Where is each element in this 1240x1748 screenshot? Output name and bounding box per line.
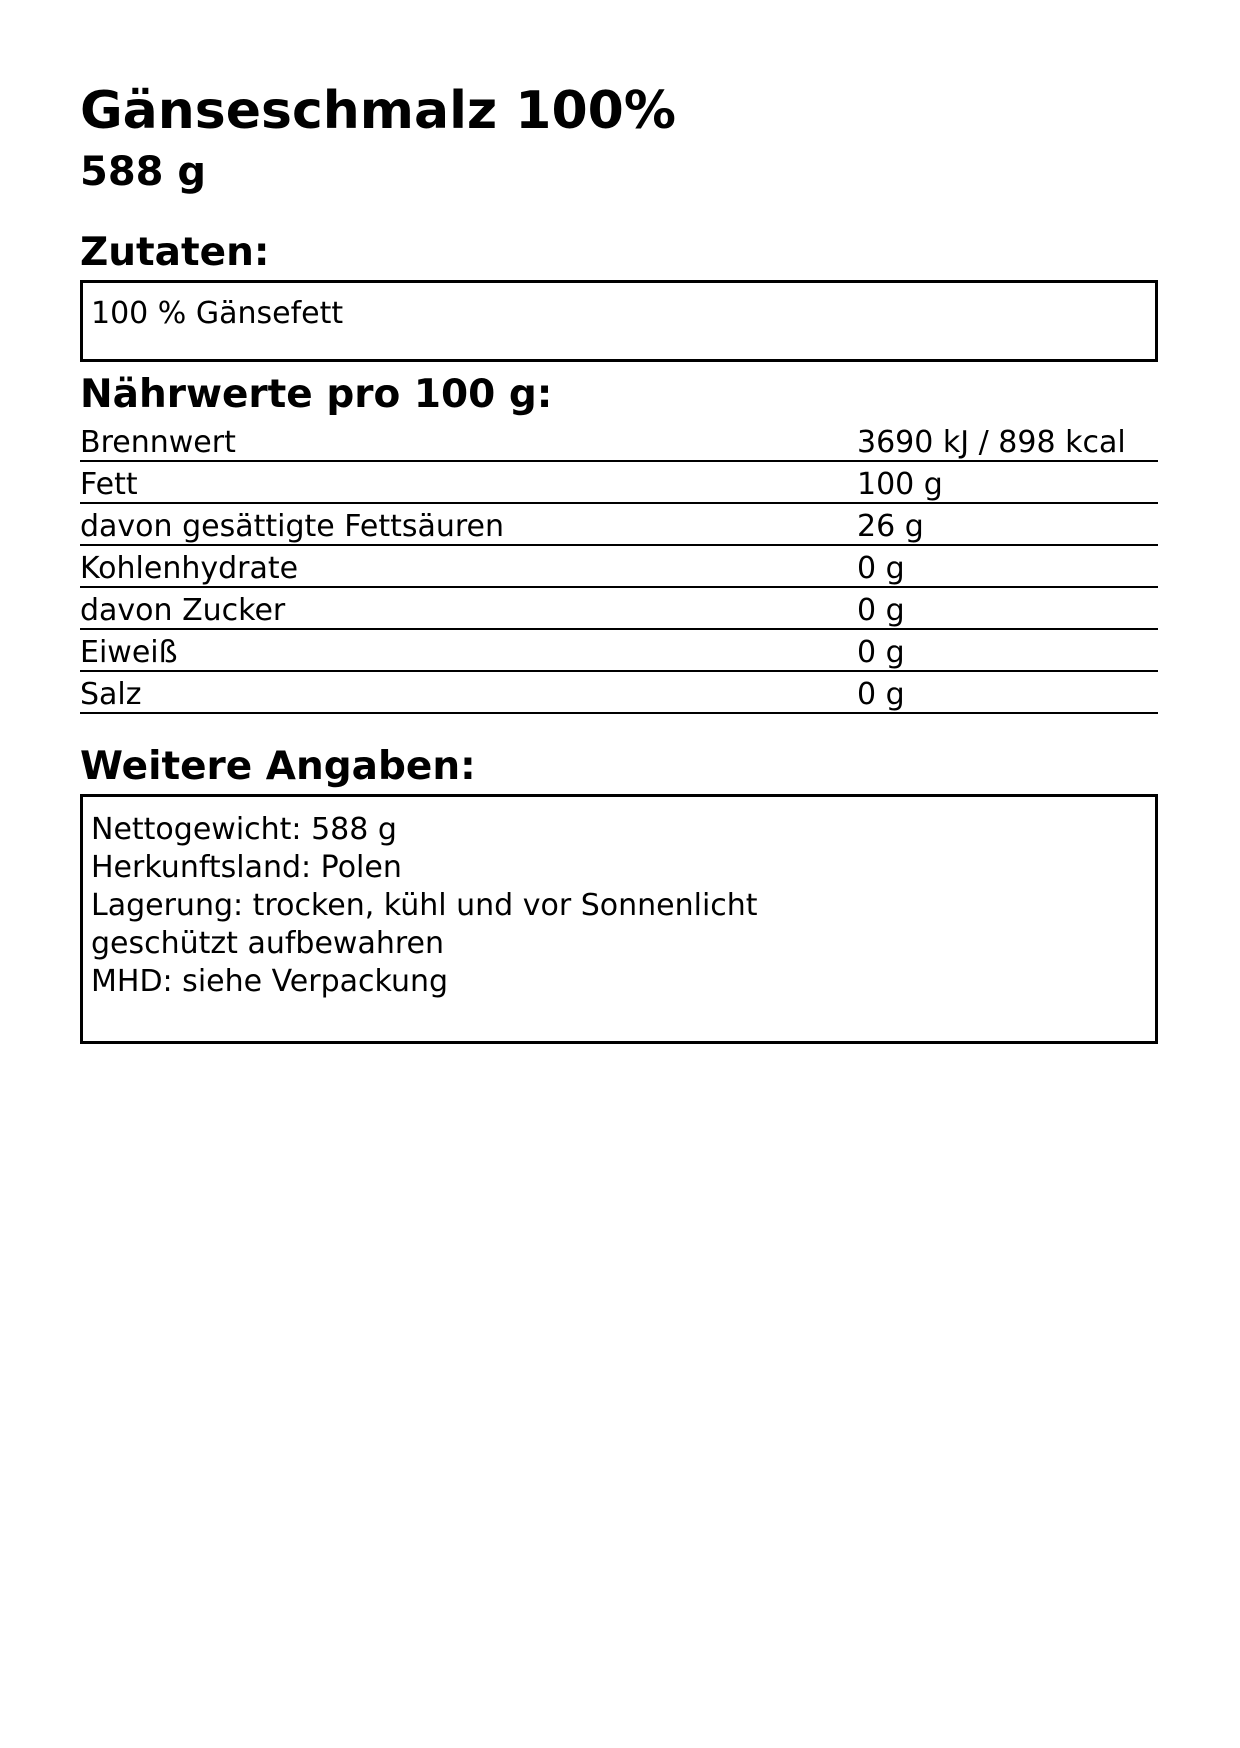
further-info-line: Nettogewicht: 588 g — [91, 812, 397, 847]
nutrition-row — [80, 629, 1158, 671]
further-info-box — [80, 794, 1158, 1044]
nutrition-value: 0 g — [857, 587, 1158, 629]
nutrition-value: 0 g — [857, 545, 1158, 587]
nutrition-value: 100 g — [857, 461, 1158, 503]
nutrition-row — [80, 461, 1158, 503]
nutrition-label: davon Zucker — [80, 587, 857, 629]
ingredients-box — [80, 280, 1158, 362]
nutrition-label: Brennwert — [80, 420, 857, 461]
product-title: Gänseschmalz 100% — [80, 81, 676, 141]
nutrition-row — [80, 587, 1158, 629]
nutrition-label: Fett — [80, 461, 857, 503]
nutrition-heading: Nährwerte pro 100 g: — [80, 372, 553, 417]
nutrition-label: Eiweiß — [80, 629, 857, 671]
further-info-line: Herkunftsland: Polen — [91, 850, 402, 885]
nutrition-label: davon gesättigte Fettsäuren — [80, 503, 857, 545]
nutrition-row — [80, 503, 1158, 545]
ingredients-text: 100 % Gänsefett — [91, 296, 344, 331]
further-info-line: Lagerung: trocken, kühl und vor Sonnenlicht — [91, 888, 758, 923]
nutrition-row — [80, 420, 1158, 461]
nutrition-row — [80, 671, 1158, 713]
further-info-heading: Weitere Angaben: — [80, 744, 476, 789]
ingredients-heading: Zutaten: — [80, 230, 270, 275]
further-info-line: MHD: siehe Verpackung — [91, 964, 449, 999]
nutrition-value: 26 g — [857, 503, 1158, 545]
nutrition-value: 0 g — [857, 671, 1158, 713]
nutrition-label: Salz — [80, 671, 857, 713]
nutrition-value: 3690 kJ / 898 kcal — [857, 420, 1158, 461]
product-weight: 588 g — [80, 149, 207, 195]
nutrition-row — [80, 545, 1158, 587]
nutrition-value: 0 g — [857, 629, 1158, 671]
nutrition-table — [80, 420, 1158, 714]
nutrition-label: Kohlenhydrate — [80, 545, 857, 587]
further-info-line: geschützt aufbewahren — [91, 926, 444, 961]
